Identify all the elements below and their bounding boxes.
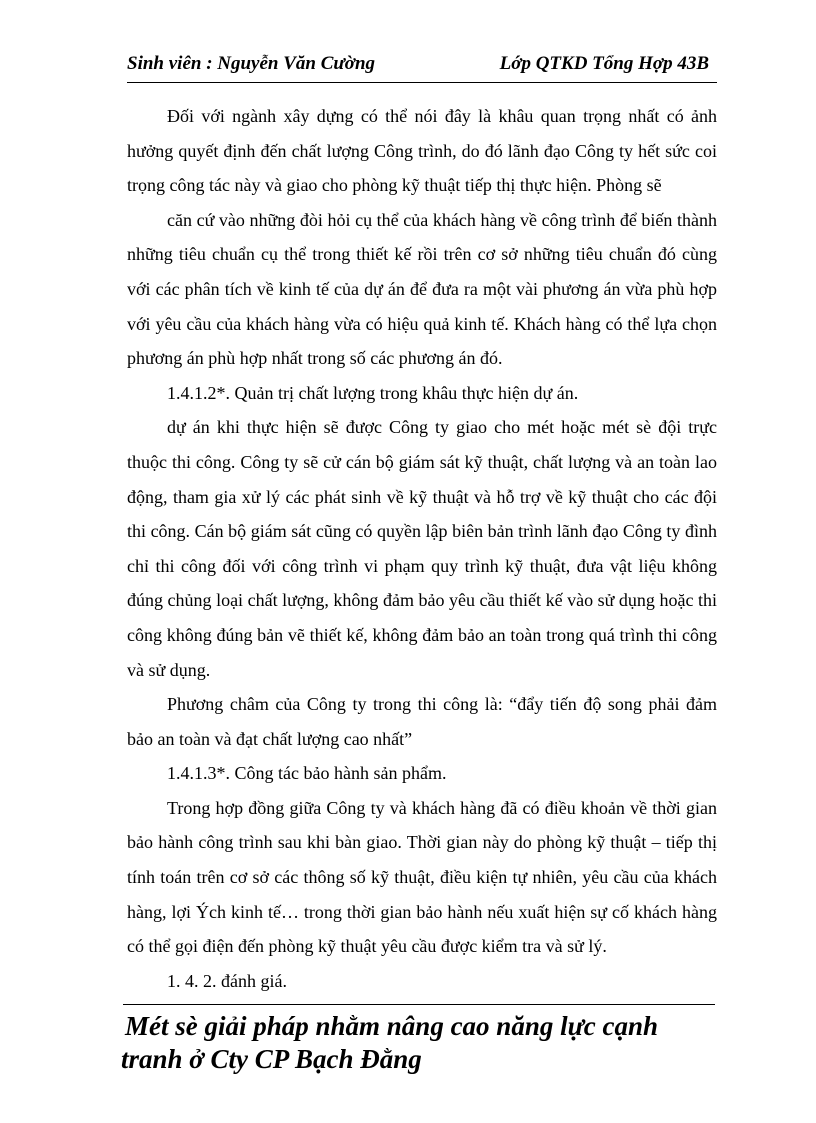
paragraph-execution: dự án khi thực hiện sẽ được Công ty giao cho mét hoặc mét sè đội trực thuộc thi công. Công ty sẽ cử cán bộ giám sát kỹ thuật, chất lượng và an toàn lao động, tham gia xử lý các phát sinh về kỹ thuật và hỗ trợ về kỹ thuật cho các đội thi công. Cán bộ giám sát cũng có quyền lập biên bản trình lãnh đạo Công ty đình chỉ thi công đối với công trình vi phạm quy trình kỹ thuật, đưa vật liệu không đúng chủng loại chất lượng, không đảm bảo yêu cầu thiết kế vào sử dụng hoặc thi công không đúng bản vẽ thiết kế, không đảm bảo an toàn trong quá trình thi công và sử dụng.: [127, 417, 717, 680]
section-heading-warranty: 1.4.1.3*. Công tác bảo hành sản phẩm.: [167, 763, 447, 784]
footer-title-line1: Mét sè giải pháp nhằm nâng cao năng lực cạnh: [125, 1011, 659, 1041]
paragraph-design-standards: căn cứ vào những đòi hỏi cụ thể của khách hàng về công trình để biến thành những tiêu chuẩn cụ thể trong thiết kế rồi trên cơ sở những tiêu chuẩn đó cùng với các phân tích về kinh tế của dự án để đưa ra một vài phương án vừa phù hợp với yêu cầu của khách hàng vừa có hiệu quả kinh tế. Khách hàng có thể lựa chọn phương án phù hợp nhất trong số các phương án đó.: [127, 209, 717, 369]
footer-title: [121, 1010, 741, 1076]
footer-divider: [123, 1004, 715, 1005]
paragraph-quality-design: Đối với ngành xây dựng có thể nói đây là khâu quan trọng nhất có ảnh hưởng quyết định đến chất lượng Công trình, do đó lãnh đạo Công ty hết sức coi trọng công tác này và giao cho phòng kỹ thuật tiếp thị thực hiện. Phòng sẽ: [127, 106, 717, 196]
paragraph-warranty: Trong hợp đồng giữa Công ty và khách hàng đã có điều khoản về thời gian bảo hành công trình sau khi bàn giao. Thời gian này do phòng kỹ thuật – tiếp thị tính toán trên cơ sở các thông số kỹ thuật, điều kiện tự nhiên, yêu cầu của khách hàng, lợi Ých kinh tế… trong thời gian bảo hành nếu xuất hiện sự cố khách hàng có thể gọi điện đến phòng kỹ thuật yêu cầu được kiểm tra và sử lý.: [127, 797, 717, 957]
body-text: [127, 99, 717, 998]
paragraph-motto: Phương châm của Công ty trong thi công là: “đẩy tiến độ song phải đảm bảo an toàn và đạt chất lượng cao nhất”: [127, 694, 717, 749]
student-name: Sinh viên : Nguyễn Văn Cường: [127, 53, 376, 74]
footer-title-line2: tranh ở Cty CP Bạch Đằng: [121, 1044, 422, 1074]
section-heading-evaluation: 1. 4. 2. đánh giá.: [167, 970, 287, 991]
page-header: [127, 52, 717, 83]
class-name: Lớp QTKD Tổng Hợp 43B: [499, 53, 709, 74]
section-heading-execution: 1.4.1.2*. Quản trị chất lượng trong khâu thực hiện dự án.: [167, 382, 579, 403]
